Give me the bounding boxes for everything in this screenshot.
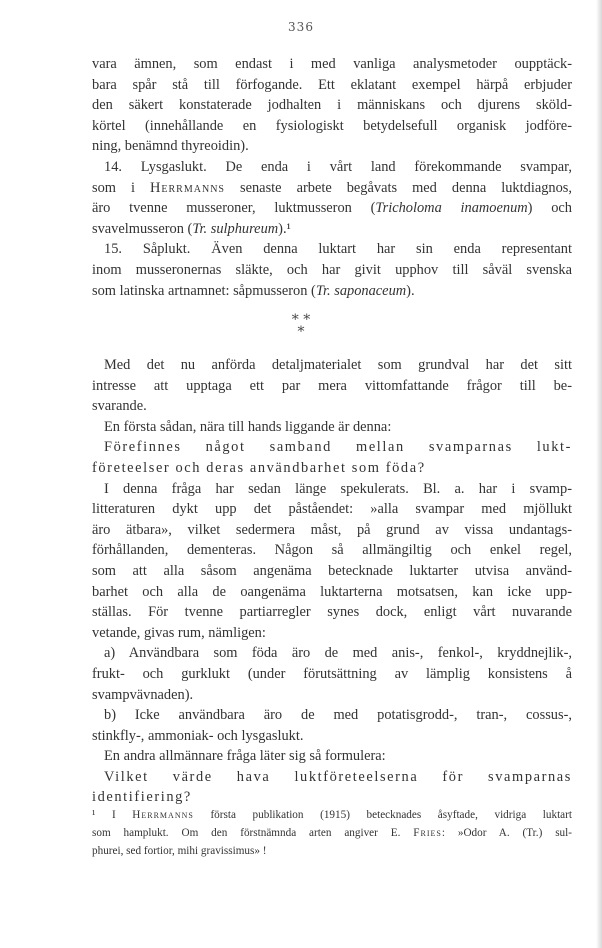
species-name: Tr. sulphureum xyxy=(192,220,279,237)
species-name: Tr. saponaceum xyxy=(315,282,407,299)
question-line: Vilket värde hava luktföreteelserna för svamparnas xyxy=(104,768,572,785)
item-15-line: 15. Såplukt. Även denna luktart har sin enda representant xyxy=(104,241,572,258)
item-14-line: 14. Lysgaslukt. De enda i vårt land förekommande svampar, xyxy=(104,158,572,175)
author-name: Herrmanns xyxy=(150,179,225,196)
footnote-line: ¹ I Herrmanns första publikation (1915) betecknades åsyftade, vidriga luktart xyxy=(92,809,572,821)
text-line: barhet och alla de oangenäma luktarterna motsatsen, kan icke upp- xyxy=(92,583,572,600)
footnote-line: som hamplukt. Om den förstnämnda arten angiver E. Fries: »Odor A. (Tr.) sul- xyxy=(92,827,572,839)
text-line: Med det nu anförda detaljmaterialet som grundval har det sitt xyxy=(104,357,572,373)
item-15-line: som latinska artnamnet: såpmusseron (Tr. saponaceum). xyxy=(92,282,415,299)
author-name: Herrmanns xyxy=(132,809,194,821)
text-line: svarande. xyxy=(92,398,147,415)
page-number: 336 xyxy=(288,20,314,34)
item-14-line: som i Herrmanns senaste arbete begåvats med denna luktdiagnos, xyxy=(92,179,572,196)
rule-a-line: frukt- och gurklukt (under förutsättning av lämplig konsistens å xyxy=(92,665,572,682)
question-line: Förefinnes något samband mellan svamparnas lukt- xyxy=(104,439,572,456)
rule-a-line: a) Användbara som föda äro de med anis-, fenkol-, kryddnejlik-, xyxy=(104,645,572,662)
text-line: den säkert konstaterade jodhalten i människans och djurens sköld- xyxy=(92,97,572,114)
text-line: vetande, givas rum, nämligen: xyxy=(92,624,266,641)
section-divider-stars: * * xyxy=(291,312,311,328)
question-line: identifiering? xyxy=(92,789,192,806)
footnote-line: phurei, sed fortior, mihi gravissimus» ! xyxy=(92,845,267,857)
rule-a-line: svampvävnaden). xyxy=(92,686,194,703)
species-name: Tricholoma inamoenum xyxy=(375,200,528,217)
text-line: ning, benämnd thyreoidin). xyxy=(92,138,249,155)
question-line: företeelser och deras användbarhet som föda? xyxy=(92,459,426,476)
rule-b-line: stinkfly-, ammoniak- och lysgaslukt. xyxy=(92,727,304,744)
text-line: vara ämnen, som endast i med vanliga analysmetoder oupptäck- xyxy=(92,56,572,72)
item-14-line: svavelmusseron (Tr. sulphureum).¹ xyxy=(92,220,291,237)
footnote xyxy=(92,806,572,860)
item-15-line: inom musseronernas släkte, och har givit upphov till såväl svenska xyxy=(92,261,572,278)
section-divider-star: * xyxy=(297,324,305,340)
page-edge-shadow xyxy=(596,0,602,948)
paragraph-main xyxy=(92,355,572,808)
text-line: En andra allmännare fråga läter sig så formulera: xyxy=(104,748,386,765)
text-line: I denna fråga har sedan länge spekulerats. Bl. a. har i svamp- xyxy=(104,480,572,497)
text-line: körtel (innehållande en fysiologiskt betydelsefull organisk jodföre- xyxy=(92,117,572,134)
text-line: ställas. För tvenne partiarregler synes dock, enligt vårt nuvarande xyxy=(92,604,572,621)
paragraph-intro xyxy=(92,54,572,301)
text-line: förhållanden, dementeras. Någon så allmängiltig och enkel regel, xyxy=(92,542,572,559)
text-line: litteraturen dykt upp det påståendet: »alla svampar med mjöllukt xyxy=(92,501,572,518)
text-line: som att alla såsom angenäma betecknade luktarter utvisa använd- xyxy=(92,562,572,579)
rule-b-line: b) Icke användbara äro de med potatisgrodd-, tran-, cossus-, xyxy=(104,707,572,724)
text-line: En första sådan, nära till hands liggande är denna: xyxy=(104,418,392,435)
text-line: äro ätbara», vilket sedermera måst, på grund av vissa undantags- xyxy=(92,521,572,538)
author-name: Fries xyxy=(413,827,442,839)
text-line: intresse att upptaga ett par mera vittomfattande frågor till be- xyxy=(92,377,572,394)
item-14-line: äro tvenne musseroner, luktmusseron (Tricholoma inamoenum) och xyxy=(92,200,572,217)
text-line: bara spår stå till förfogande. Ett eklatant exempel härpå erbjuder xyxy=(92,76,572,93)
